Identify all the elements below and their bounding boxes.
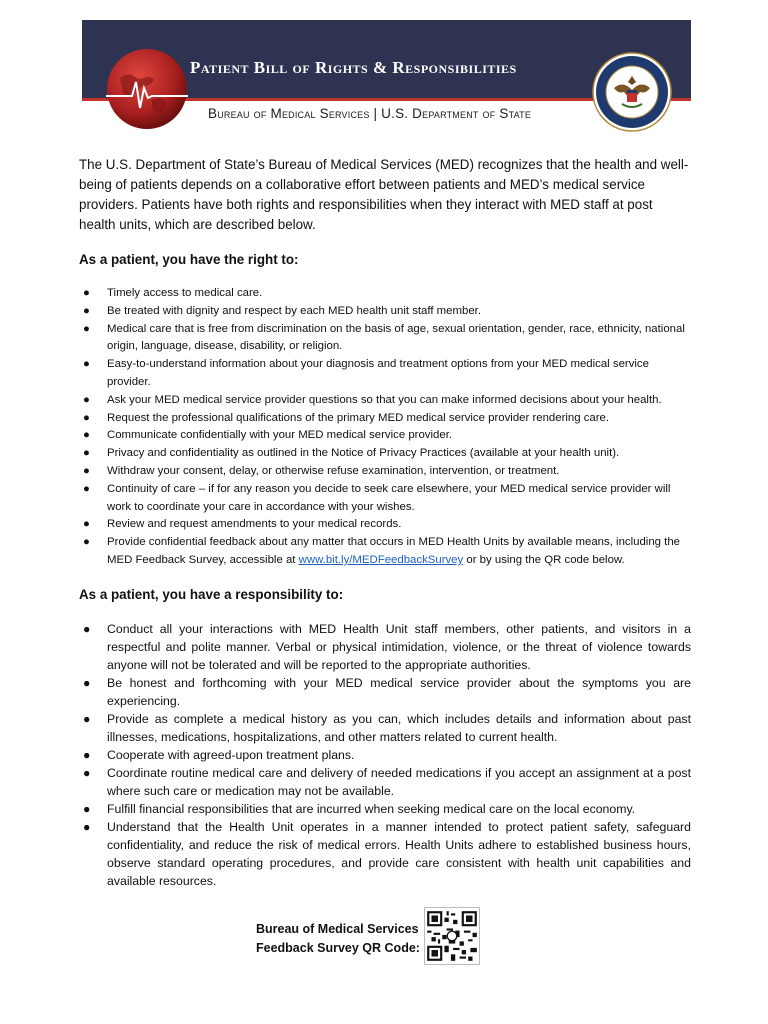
department-of-state-seal-icon [592, 52, 672, 132]
list-item-text: Be treated with dignity and respect by each MED health unit staff member. [107, 304, 481, 317]
bullet-icon: ● [83, 766, 91, 780]
bullet-icon: ● [83, 518, 90, 531]
list-item-text: Review and request amendments to your medical records. [107, 518, 402, 531]
list-item-text: Easy-to-understand information about your diagnosis and treatment options from your MED medical service provider. [107, 358, 649, 388]
responsibilities-heading: As a patient, you have a responsibility to: [79, 587, 344, 602]
header-banner [82, 20, 691, 132]
bullet-icon: ● [83, 820, 91, 834]
list-item-text: Coordinate routine medical care and delivery of needed medications if you accept an assignment at a post where such care or medication may not be available. [107, 766, 691, 798]
bullet-icon: ● [83, 393, 90, 406]
qr-code-icon[interactable] [424, 907, 480, 965]
list-item [79, 818, 691, 890]
list-item-text: Communicate confidentially with your MED medical service provider. [107, 429, 453, 442]
bullet-icon: ● [83, 304, 90, 317]
bullet-icon: ● [83, 358, 90, 371]
list-item-text: Understand that the Health Unit operates in a manner intended to protect patient safety, safeguard confidentiality, and reduce the risk of medical errors. Health Units adhere to established business hours, observe standard operating procedures, and provide care consistent with health unit capabilities and available resources. [107, 820, 691, 888]
qr-code-label [256, 920, 420, 958]
list-item-text: Timely access to medical care. [107, 287, 263, 299]
rights-list [79, 285, 690, 570]
list-item-text: Withdraw your consent, delay, or otherwise refuse examination, intervention, or treatment. [107, 464, 560, 477]
list-item [79, 321, 690, 357]
list-item [79, 764, 691, 800]
list-item [79, 445, 690, 463]
list-item [79, 746, 691, 764]
bullet-icon: ● [83, 536, 90, 549]
list-item-text: Fulfill financial responsibilities that are incurred when seeking medical care on the local economy. [107, 802, 636, 816]
list-item [79, 481, 690, 517]
list-item-text: Privacy and confidentiality as outlined in the Notice of Privacy Practices (available at your health unit). [107, 447, 620, 460]
qr-label-line-2: Feedback Survey QR Code: [256, 941, 420, 955]
list-item-text: Provide as complete a medical history as you can, which includes details and information about past illnesses, medications, hospitalizations, and other matters related to current health. [107, 712, 691, 744]
bullet-icon: ● [83, 676, 91, 690]
bullet-icon: ● [83, 411, 90, 424]
list-item-text: Continuity of care – if for any reason you decide to seek care elsewhere, your MED medical service provider will work to coordinate your care in accordance with your wishes. [107, 482, 671, 513]
list-item [79, 285, 690, 303]
bullet-icon: ● [83, 322, 90, 335]
bullet-icon: ● [83, 712, 91, 726]
bullet-icon: ● [83, 482, 90, 495]
list-item-text: Be honest and forthcoming with your MED medical service provider about the symptoms you are experiencing. [107, 676, 691, 708]
list-item-text: Provide confidential feedback about any matter that occurs in MED Health Units by available means, including the MED Feedback Survey, accessible at [107, 536, 681, 566]
list-item [79, 392, 690, 410]
bullet-icon: ● [83, 748, 91, 762]
list-item-text: Cooperate with agreed-upon treatment plans. [107, 748, 355, 762]
list-item-text: Ask your MED medical service provider questions so that you can make informed decisions about your health. [107, 393, 662, 406]
list-item [79, 427, 690, 445]
bullet-icon: ● [83, 464, 90, 477]
qr-label-line-1: Bureau of Medical Services [256, 922, 419, 936]
list-item [79, 303, 690, 321]
list-item [79, 410, 690, 428]
bullet-icon: ● [83, 802, 91, 816]
bullet-icon: ● [83, 287, 90, 299]
page-subtitle: Bureau of Medical Services | U.S. Department of State [208, 106, 532, 121]
bullet-icon: ● [83, 622, 91, 636]
intro-paragraph: The U.S. Department of State’s Bureau of Medical Services (MED) recognizes that the health and well-being of patients depends on a collaborative effort between patients and MED’s medical service providers. Patients have both rights and responsibilities when they interact with MED staff at post health units, which are described below. [79, 157, 689, 232]
list-item [79, 800, 691, 818]
feedback-survey-link[interactable]: www.bit.ly/MEDFeedbackSurvey [298, 553, 464, 566]
bullet-icon: ● [83, 447, 90, 460]
list-item [79, 620, 691, 674]
bullet-icon: ● [83, 429, 90, 442]
list-item [79, 710, 691, 746]
list-item [79, 674, 691, 710]
list-item [79, 534, 690, 570]
list-item-text: or by using the QR code below. [463, 553, 625, 566]
page-title: Patient Bill of Rights & Responsibilities [190, 58, 517, 77]
rights-heading: As a patient, you have the right to: [79, 252, 299, 267]
list-item-text: Conduct all your interactions with MED Health Unit staff members, other patients, and visitors in a respectful and polite manner. Verbal or physical intimidation, violence, or the threat of violence towards anyone will not be tolerated and will be reported to the appropriate authorities. [107, 622, 691, 672]
globe-heartbeat-icon [106, 48, 188, 130]
list-item [79, 463, 690, 481]
responsibilities-list [79, 620, 691, 890]
list-item [79, 516, 690, 534]
list-item [79, 356, 690, 392]
list-item-text: Request the professional qualifications of the primary MED medical service provider rendering care. [107, 411, 610, 424]
list-item-text: Medical care that is free from discrimination on the basis of age, sexual orientation, gender, race, ethnicity, national origin, language, disease, disability, or religion. [107, 322, 685, 353]
